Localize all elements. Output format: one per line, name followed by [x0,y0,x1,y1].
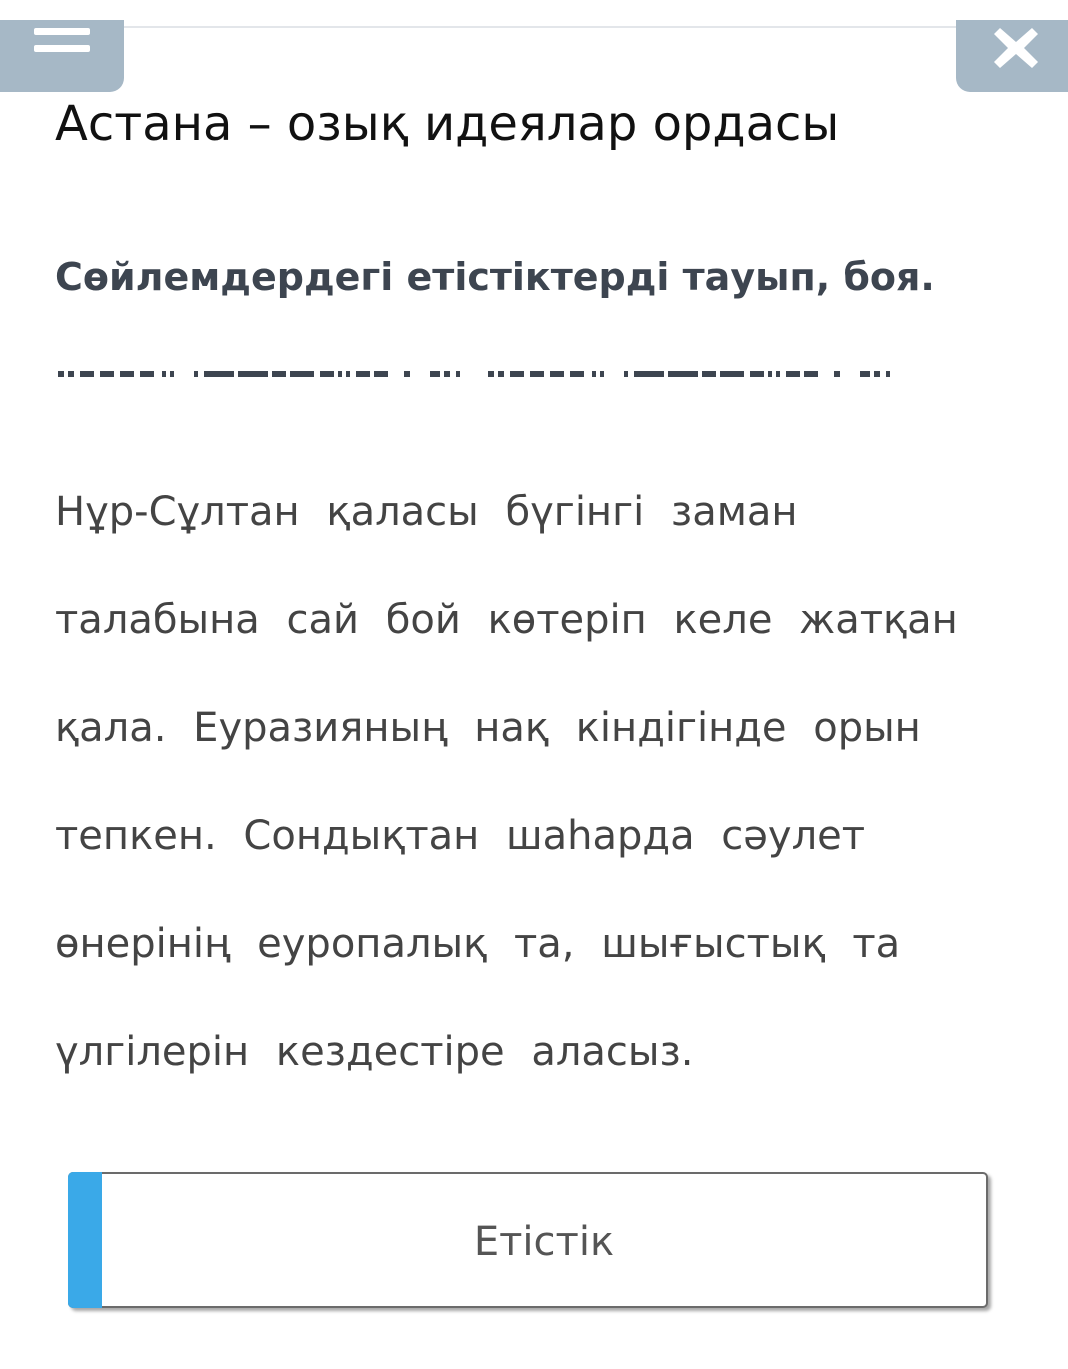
close-icon [994,28,1038,68]
close-button[interactable] [956,20,1068,92]
answer-option-label: Етістік [473,1219,615,1265]
passage-line[interactable]: тепкен. Сондықтан шаһарда сәулет [55,813,866,859]
passage-line[interactable]: Нұр-Сұлтан қаласы бүгінгі заман [55,489,798,535]
menu-button[interactable] [0,20,124,92]
passage-text [55,474,1015,1122]
passage-line[interactable]: өнерінің еуропалық та, шығыстық та [55,921,901,967]
hamburger-menu-icon [34,28,90,58]
top-bar-divider [0,26,1068,28]
passage-line[interactable]: қала. Еуразияның нақ кіндігінде орын [55,705,921,751]
answer-option-verb[interactable] [68,1172,988,1308]
page-title: Астана – озық идеялар ордасы [55,96,840,152]
task-instruction: Сөйлемдердегі етістіктерді тауып, боя. [55,255,935,299]
passage-line[interactable]: талабына сай бой көтеріп келе жатқан [55,597,958,643]
dashed-divider [58,368,1020,380]
passage-line[interactable]: үлгілерін кездестіре аласыз. [55,1029,694,1075]
answer-color-marker [68,1172,102,1308]
